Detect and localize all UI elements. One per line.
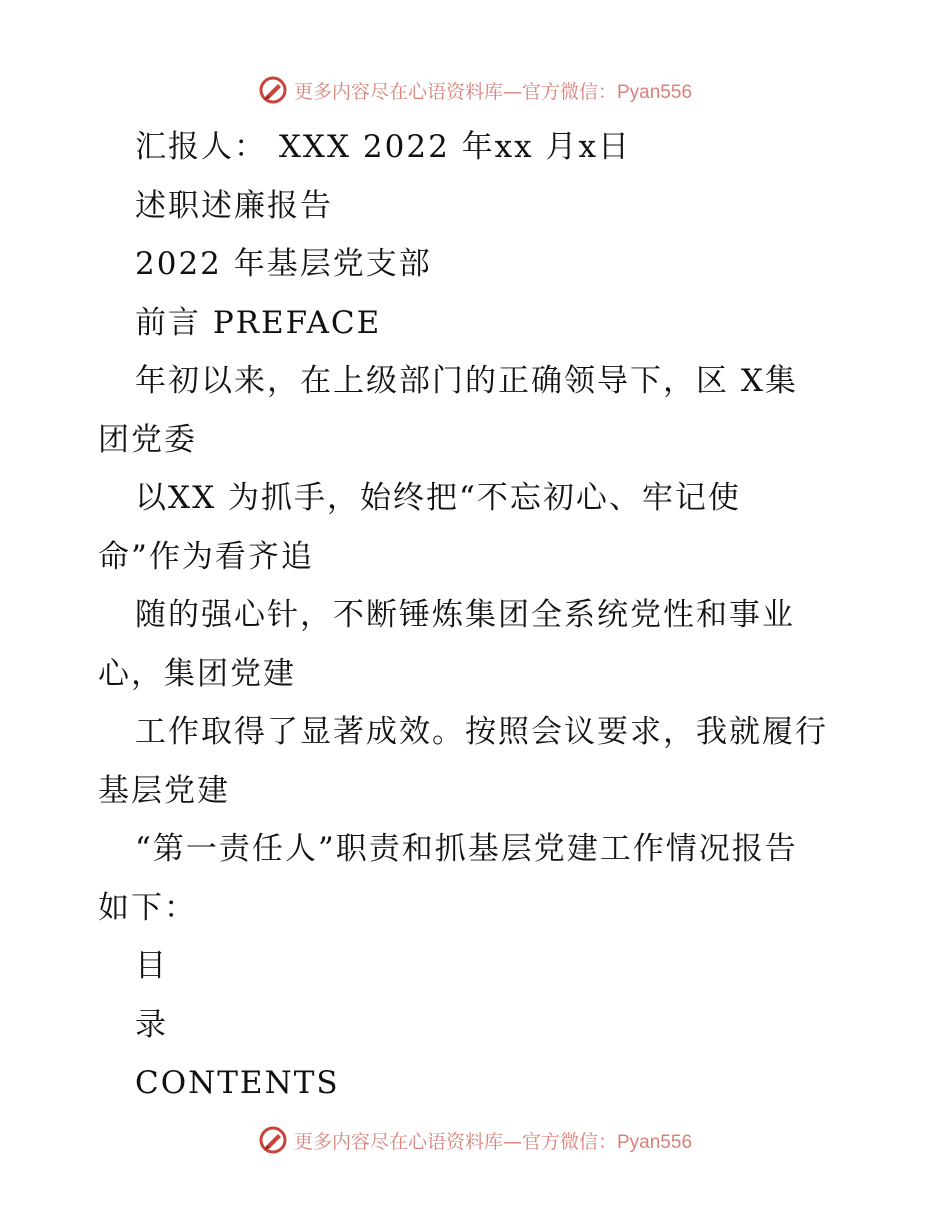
paragraph-line: 命”作为看齐追 [98,538,314,575]
report-subtitle: 2022 年基层党支部 [135,246,432,282]
report-title: 述职述廉报告 [135,187,333,224]
header-watermark [0,70,950,110]
contents-heading-char: 录 [135,1006,168,1043]
paragraph-line: “第一责任人”职责和抓基层党建工作情况报告 [135,831,798,867]
report-line: 汇报人： XXX 2022 年xx 月x日 [135,129,631,165]
pen-seal-icon [258,1125,288,1155]
preface-heading: 前言 PREFACE [135,304,382,341]
paragraph-line: 基层党建 [98,772,230,809]
pen-seal-icon [258,75,288,105]
paragraph-line: 工作取得了显著成效。按照会议要求，我就履行 [135,714,828,750]
paragraph-line: 随的强心针，不断锤炼集团全系统党性和事业 [135,597,795,633]
watermark-text: 更多内容尽在心语资料库—官方微信：Pyan556 [293,80,693,103]
paragraph-line: 团党委 [98,421,197,458]
watermark-text: 更多内容尽在心语资料库—官方微信：Pyan556 [293,1130,693,1153]
paragraph-line: 心，集团党建 [98,655,296,692]
paragraph-line: 年初以来，在上级部门的正确领导下，区 X集 [135,363,798,399]
contents-heading-char: 目 [135,948,168,984]
paragraph-line: 如下： [98,889,197,926]
footer-watermark [0,1120,950,1160]
paragraph-line: 以XX 为抓手，始终把“不忘初心、牢记使 [135,480,741,516]
document-body [98,118,878,1113]
contents-heading-en: CONTENTS [135,1065,340,1101]
